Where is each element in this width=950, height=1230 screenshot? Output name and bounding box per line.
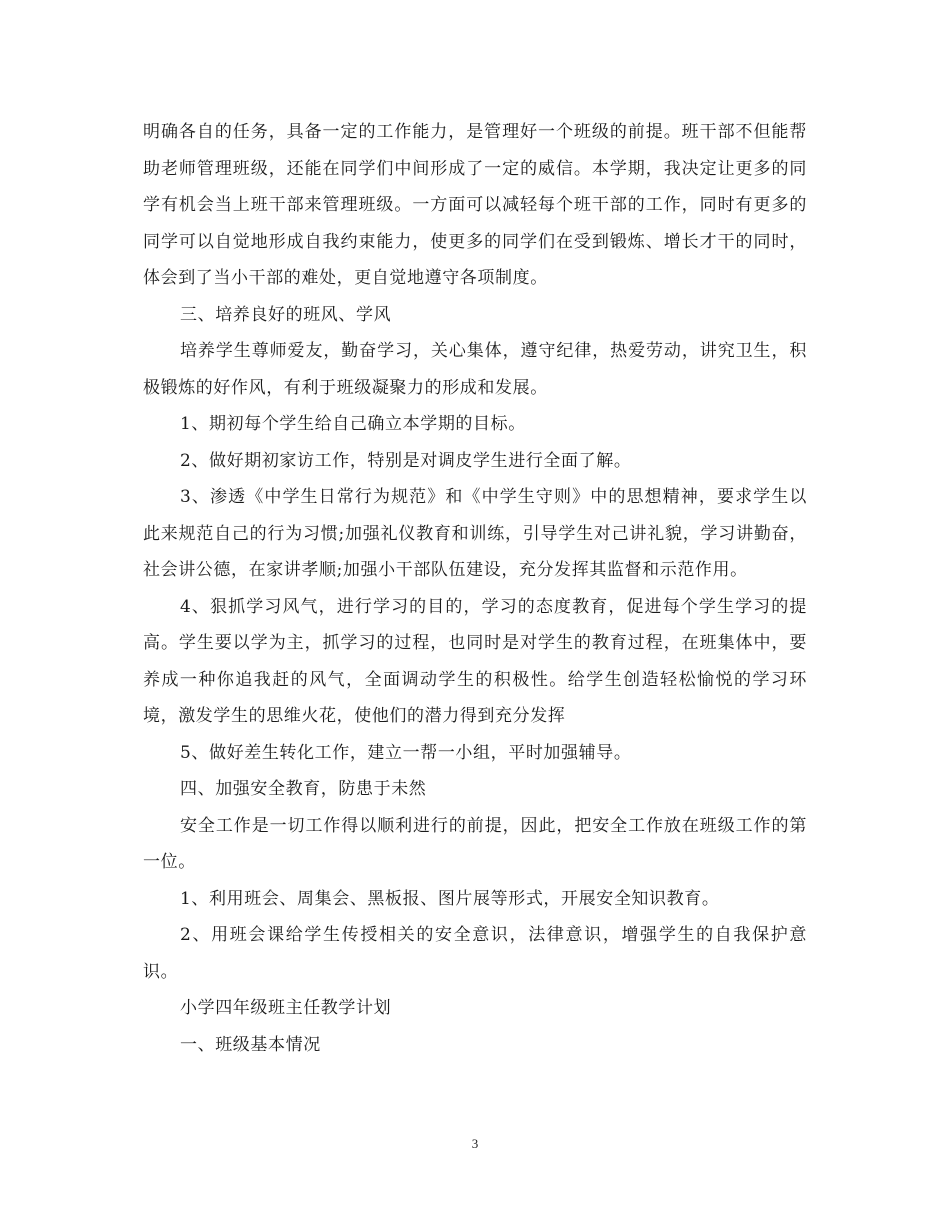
list-item-2-home-visit: 2、做好期初家访工作，特别是对调皮学生进行全面了解。 (180, 450, 632, 471)
list-item-2-safety-awareness: 2、用班会课给学生传授相关的安全意识，法律意识，增强学生的自我保护意识。 (143, 925, 807, 982)
list-item-4-study-atmosphere: 4、狠抓学习风气，进行学习的目的，学习的态度教育，促进每个学生学习的提高。学生要以学为主，抓学习的过程，也同时是对学生的教育过程，在班集体中，要养成一种你追我赶的风气，全面调动学生的积极性。给学生创造轻松愉悦的学习环境，激发学生的思维火花，使他们的潜力得到充分发挥 (143, 596, 807, 726)
document-subtitle: 小学四年级班主任教学计划 (180, 998, 392, 1018)
list-item-3-code-of-conduct: 3、渗透《中学生日常行为规范》和《中学生守则》中的思想精神，要求学生以此来规范自己的行为习惯;加强礼仪教育和训练，引导学生对己讲礼貌，学习讲勤奋，社会讲公德，在家讲孝顺;加强小干部队伍建设，充分发挥其监督和示范作用。 (143, 487, 807, 580)
list-item-5-tutoring: 5、做好差生转化工作，建立一帮一小组，平时加强辅导。 (180, 742, 632, 763)
paragraph-cultivate-habits: 培养学生尊师爱友，勤奋学习，关心集体，遵守纪律，热爱劳动，讲究卫生，积极锻炼的好作风，有利于班级凝聚力的形成和发展。 (143, 341, 807, 398)
page-number: 3 (471, 1136, 479, 1151)
paragraph-safety-first: 安全工作是一切工作得以顺利进行的前提，因此，把安全工作放在班级工作的第一位。 (143, 815, 807, 872)
list-item-1-safety-forms: 1、利用班会、周集会、黑板报、图片展等形式，开展安全知识教育。 (180, 888, 720, 909)
list-item-1-goals: 1、期初每个学生给自己确立本学期的目标。 (180, 414, 526, 434)
section-heading-class-style: 三、培养良好的班风、学风 (180, 304, 392, 325)
section-heading-class-overview: 一、班级基本情况 (180, 1034, 321, 1055)
paragraph-class-cadre-intro: 明确各自的任务，具备一定的工作能力，是管理好一个班级的前提。班干部不但能帮助老师管理班级，还能在同学们中间形成了一定的威信。本学期，我决定让更多的同学有机会当上班干部来管理班级。一方面可以减轻每个班干部的工作，同时有更多的同学可以自觉地形成自我约束能力，使更多的同学们在受到锻炼、增长才干的同时，体会到了当小干部的难处，更自觉地遵守各项制度。 (143, 122, 807, 288)
section-heading-safety: 四、加强安全教育，防患于未然 (180, 779, 427, 799)
document-body (143, 114, 807, 1063)
